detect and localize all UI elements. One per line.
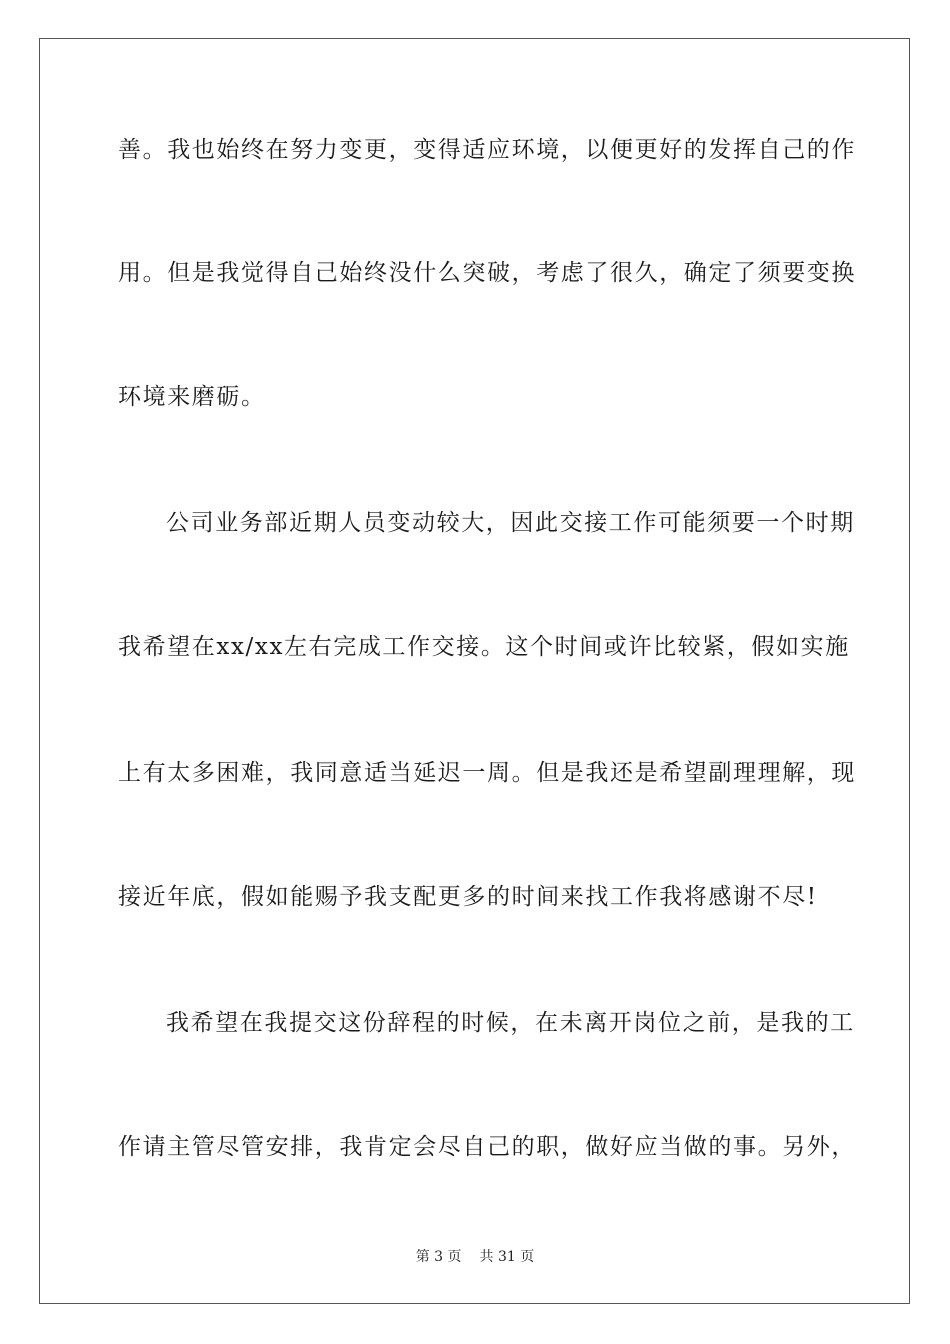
- paragraph-line: 环境来磨砺。: [118, 384, 266, 410]
- paragraph-line: 公司业务部近期人员变动较大，因此交接工作可能须要一个时期: [166, 510, 855, 536]
- paragraph-line: 接近年底，假如能赐予我支配更多的时间来找工作我将感谢不尽!: [118, 884, 818, 910]
- paragraph-line: 用。但是我觉得自己始终没什么突破，考虑了很久，确定了须要变换: [118, 260, 856, 286]
- total-pages: 共 31 页: [479, 1249, 535, 1265]
- paragraph-line: 上有太多困难，我同意适当延迟一周。但是我还是希望副理理解，现: [118, 760, 856, 786]
- page-footer: [0, 1247, 950, 1267]
- paragraph-line: 作请主管尽管安排，我肯定会尽自己的职，做好应当做的事。另外，: [118, 1134, 856, 1160]
- paragraph-line: 我希望在我提交这份辞程的时候，在未离开岗位之前，是我的工: [166, 1010, 855, 1036]
- paragraph-line: 善。我也始终在努力变更，变得适应环境，以便更好的发挥自己的作: [118, 137, 856, 163]
- page-border: [39, 38, 910, 1304]
- page-number: 第 3 页: [415, 1249, 462, 1265]
- paragraph-line: 我希望在xx/xx左右完成工作交接。这个时间或许比较紧，假如实施: [118, 634, 850, 660]
